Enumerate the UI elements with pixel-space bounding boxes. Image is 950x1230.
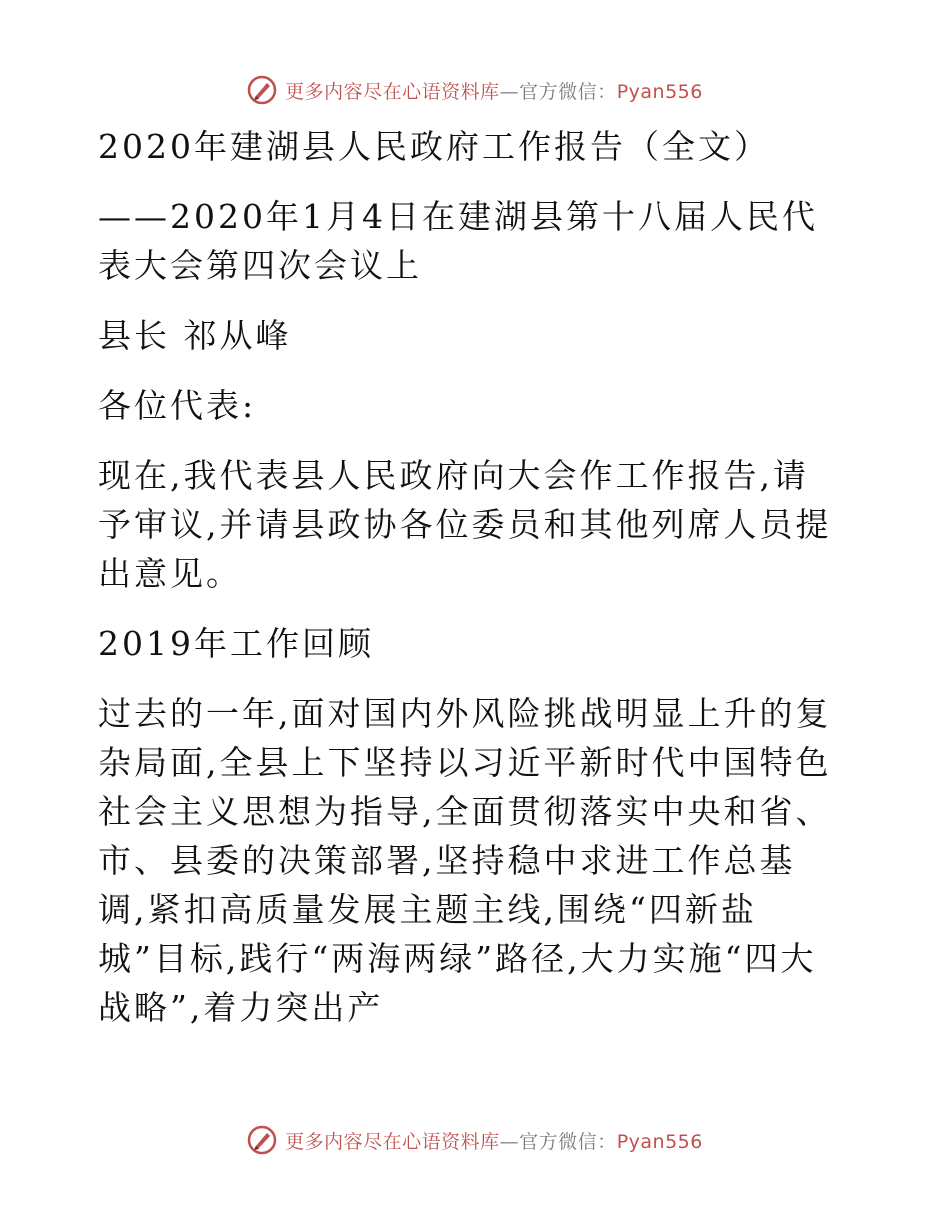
header-watermark bbox=[0, 70, 950, 110]
salutation: 各位代表: bbox=[98, 386, 257, 425]
watermark-wechat-label: 官方微信： bbox=[519, 80, 617, 103]
document-body bbox=[98, 122, 838, 1032]
footer-watermark bbox=[0, 1120, 950, 1160]
watermark-slogan: 更多内容尽在心语资料库 bbox=[285, 1130, 500, 1153]
intro-paragraph: 现在,我代表县人民政府向大会作工作报告,请予审议,并请县政协各位委员和其他列席人员提出意见。 bbox=[98, 456, 832, 593]
watermark-slogan: 更多内容尽在心语资料库 bbox=[285, 80, 500, 103]
pen-logo-icon bbox=[247, 1125, 277, 1155]
watermark-dash: — bbox=[499, 80, 520, 103]
watermark-text bbox=[285, 77, 703, 104]
body-paragraph: 过去的一年,面对国内外风险挑战明显上升的复杂局面,全县上下坚持以习近平新时代中国特色社会主义思想为指导,全面贯彻落实中央和省、市、县委的决策部署,坚持稳中求进工作总基调,紧扣高质量发展主题主线,围绕“四新盐城”目标,践行“两海两绿”路径,大力实施“四大战略”,着力突出产 bbox=[98, 694, 832, 1027]
watermark-wechat-label: 官方微信： bbox=[519, 1130, 617, 1153]
speaker-line: 县长 祁从峰 bbox=[98, 316, 292, 355]
pen-logo-icon bbox=[247, 75, 277, 105]
watermark-dash: — bbox=[499, 1130, 520, 1153]
watermark-text bbox=[285, 1127, 703, 1154]
document-subtitle: ——2020年1月4日在建湖县第十八届人民代表大会第四次会议上 bbox=[98, 197, 818, 285]
section-heading: 2019年工作回顾 bbox=[98, 624, 374, 663]
watermark-wechat-id: Pyan556 bbox=[616, 80, 703, 103]
watermark-wechat-id: Pyan556 bbox=[616, 1130, 703, 1153]
document-title: 2020年建湖县人民政府工作报告（全文） bbox=[98, 127, 770, 166]
